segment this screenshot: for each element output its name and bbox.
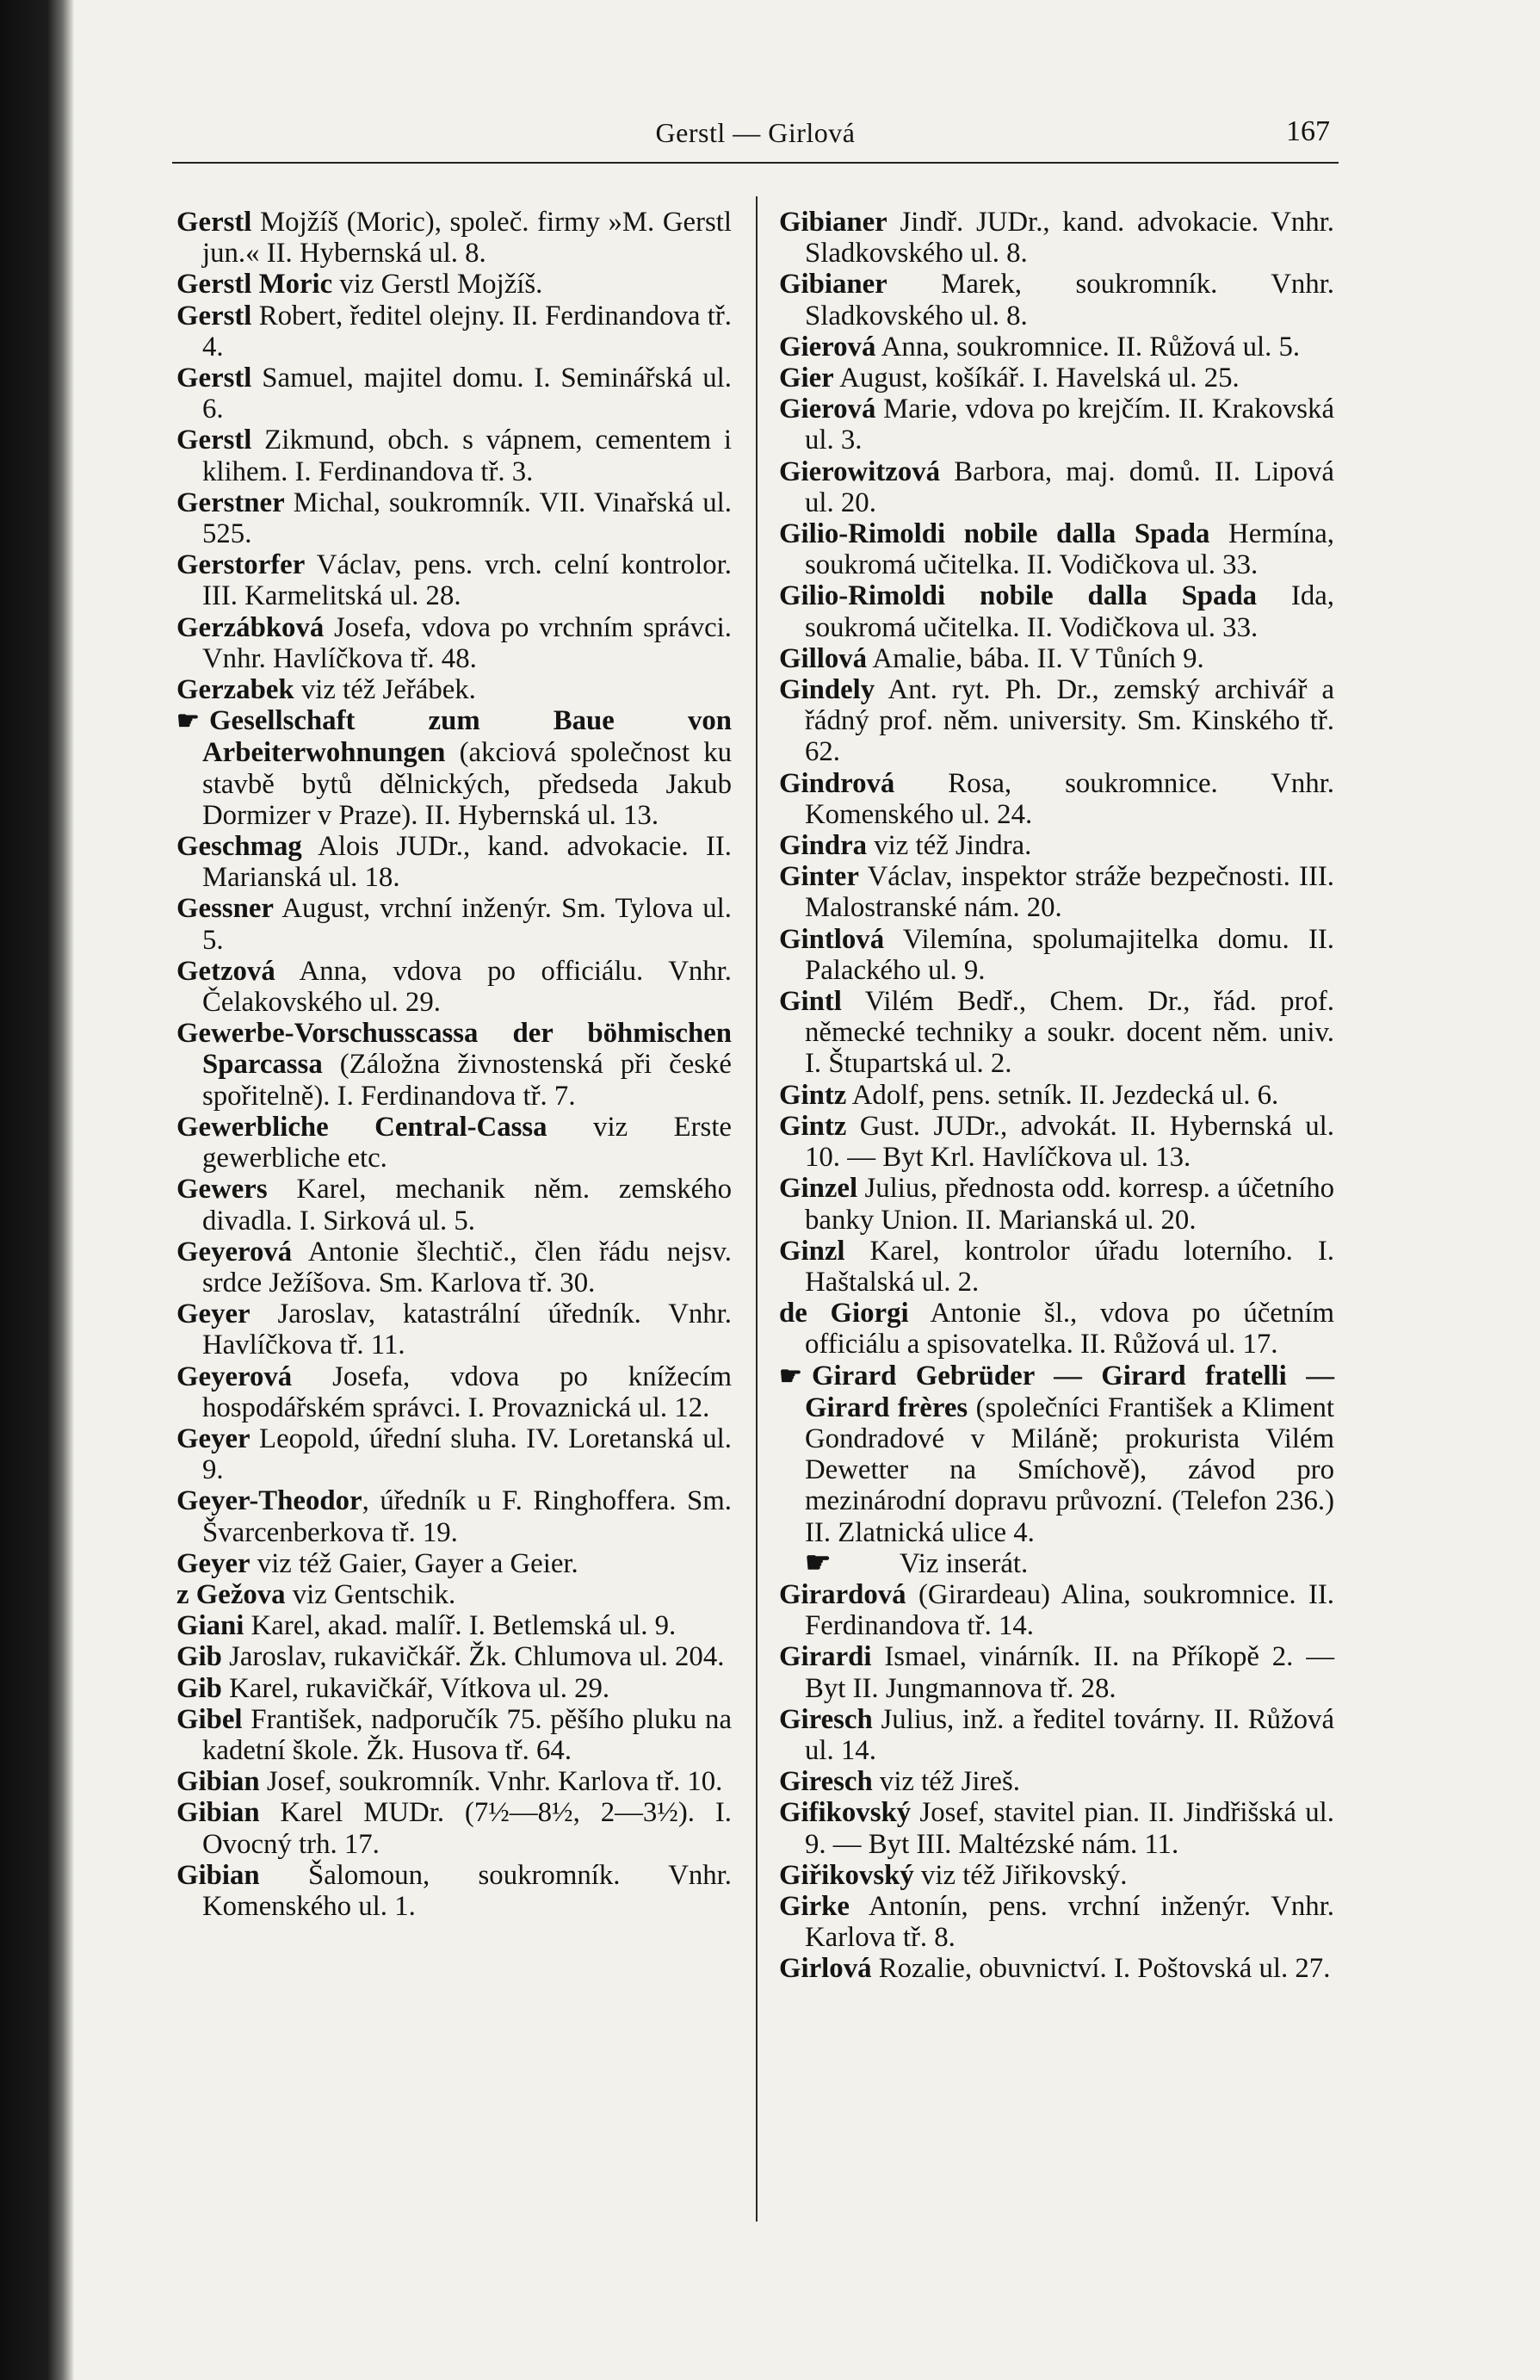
entry-details: Karel, rukavičkář, Vítkova ul. 29. (221, 1672, 610, 1704)
entry-name: Gerstl (176, 300, 252, 332)
entry-name: Gewerbe-Vorschusscassa der böhmischen Sparcassa (176, 1018, 732, 1081)
entry-name: Gintz (779, 1079, 847, 1111)
entry-name: Girlová (779, 1953, 872, 1985)
entry-name: Gindely (779, 674, 875, 706)
entry-details: Jaroslav, katastrální úředník. Vnhr. Havlíčkova tř. 11. (202, 1298, 732, 1361)
entry-name: Girardi (779, 1641, 872, 1673)
entry-details: Mojžíš (Moric), společ. firmy »M. Gerstl jun.« II. Hybernská ul. 8. (202, 207, 732, 270)
entry-details: Karel, mechanik něm. zemského divadla. I. Sirková ul. 5. (202, 1174, 732, 1236)
entry-name: Gindra (779, 830, 868, 862)
entry-name: Gessner (176, 893, 274, 925)
directory-entry (779, 1891, 1334, 1953)
entry-name: de Giorgi (779, 1298, 909, 1329)
page-binding-edge (0, 0, 74, 2380)
entry-details: Gust. JUDr., advokát. II. Hybernská ul. 10. — Byt Krl. Havlíčkova ul. 13. (805, 1110, 1334, 1174)
directory-entry (779, 924, 1334, 986)
directory-entry (779, 1080, 1334, 1111)
entry-name: Gib (176, 1672, 222, 1704)
entry-details: Hermína, soukromá učitelka. II. Vodičkova ul. 33. (805, 518, 1334, 581)
entry-name: Gintl (779, 986, 842, 1018)
entry-name: Gintz (779, 1110, 847, 1142)
entry-details: Barbora, maj. domů. II. Lipová ul. 20. (805, 456, 1334, 518)
pointing-hand-icon: ☛ (176, 707, 200, 736)
entry-name: Geyer (176, 1547, 250, 1579)
entry-name: Gilio-Rimoldi nobile dalla Spada (779, 518, 1210, 550)
directory-entry (176, 956, 732, 1018)
directory-entry (176, 1673, 732, 1704)
directory-entry (779, 1704, 1334, 1766)
entry-details: (společníci František a Kliment Gondradové v Miláně; prokurista Vilém Dewetter na Smíchově), závod pro mezinárodní dopravu průvozní. (Telefon 236.) II. Zlatnická ulice 4. (805, 1391, 1334, 1548)
directory-entry (779, 674, 1334, 768)
entry-name: Giřikovský (779, 1859, 914, 1891)
entry-name: Gerstl Moric (176, 269, 333, 301)
directory-entry (176, 487, 732, 549)
entry-details: viz též Gaier, Gayer a Geier. (250, 1547, 578, 1579)
entry-details: , úředník u F. Ringhoffera. Sm. Švarcenberkova tř. 19. (202, 1485, 732, 1548)
directory-entry (779, 1953, 1334, 1984)
entry-name: Gibianer (779, 269, 888, 301)
entry-details: Jindř. JUDr., kand. advokacie. Vnhr. Sladkovského ul. 8. (805, 207, 1334, 270)
entry-details: viz též Jeřábek. (294, 674, 476, 706)
entry-details: Viz inserát. (900, 1547, 1029, 1579)
entry-details: Václav, inspektor stráže bezpečnosti. III. Malostranské nám. 20. (805, 861, 1334, 924)
entry-name: Gierová (779, 394, 876, 425)
entry-name: Geschmag (176, 831, 302, 863)
entry-name: Gier (779, 363, 834, 394)
directory-entry (779, 1298, 1334, 1360)
directory-entry (779, 830, 1334, 861)
entry-details: Zikmund, obch. s vápnem, cementem i klihem. I. Ferdinandova tř. 3. (202, 425, 732, 487)
entry-details: August, vrchní inženýr. Sm. Tylova ul. 5. (202, 893, 732, 956)
entry-name: Gibianer (779, 207, 888, 238)
right-column (779, 207, 1334, 1985)
directory-entry (779, 1766, 1334, 1797)
entry-name: Gibian (176, 1766, 260, 1798)
entry-details: (akciová společnost ku stavbě bytů dělnických, předseda Jakub Dormizer v Praze). II. Hybernská ul. 13. (202, 737, 732, 831)
entry-details: Josef, stavitel pian. II. Jindřišská ul. 9. — Byt III. Maltézské nám. 11. (805, 1797, 1334, 1860)
entry-details: Jaroslav, rukavičkář. Žk. Chlumova ul. 204. (221, 1641, 725, 1673)
directory-entry (779, 518, 1334, 580)
entry-details: Vilém Bedř., Chem. Dr., řád. prof. německé techniky a soukr. docent něm. univ. I. Štupartská ul. 2. (805, 986, 1334, 1080)
directory-entry (176, 674, 732, 705)
entry-details: viz též Jiřikovský. (913, 1859, 1128, 1891)
entry-details: Karel MUDr. (7½—8½, 2—3½). I. Ovocný trh. 17. (202, 1797, 732, 1860)
entry-name: Gewerbliche Central-Cassa (176, 1111, 547, 1143)
entry-details: Julius, inž. a ředitel továrny. II. Růžová ul. 14. (805, 1703, 1334, 1766)
entry-details: Marek, soukromník. Vnhr. Sladkovského ul. 8. (805, 269, 1334, 332)
entry-details: Karel, akad. malíř. I. Betlemská ul. 9. (244, 1610, 677, 1642)
directory-entry (176, 1018, 732, 1112)
directory-entry (176, 1548, 732, 1579)
directory-entry (779, 1173, 1334, 1235)
entry-name: Girke (779, 1890, 850, 1922)
directory-entry (779, 1111, 1334, 1173)
entry-details: Amalie, bába. II. V Tůních 9. (867, 642, 1204, 674)
directory-entry (176, 301, 732, 363)
directory-entry (176, 1485, 732, 1547)
directory-entry (176, 1423, 732, 1485)
directory-entry (176, 1860, 732, 1922)
directory-entry (176, 893, 732, 955)
directory-entry (779, 207, 1334, 269)
entry-name: Ginzl (779, 1235, 845, 1267)
directory-entry (176, 425, 732, 487)
directory-entry (176, 363, 732, 425)
entry-details: Leopold, úřední sluha. IV. Loretanská ul. 9. (202, 1422, 732, 1486)
directory-entry (779, 1797, 1334, 1859)
directory-entry (176, 207, 732, 269)
entry-details: viz Erste gewerbliche etc. (202, 1111, 732, 1175)
directory-entry (779, 332, 1334, 363)
directory-entry (779, 1548, 1334, 1579)
entry-details: viz též Jireš. (872, 1766, 1020, 1798)
entry-details: Ida, soukromá učitelka. II. Vodičkova ul. 33. (805, 580, 1335, 643)
entry-name: Gifikovský (779, 1797, 912, 1829)
pointing-hand-icon: ☛ (779, 1361, 802, 1391)
directory-entry (176, 705, 732, 831)
directory-entry (779, 580, 1334, 642)
entry-details: Antonín, pens. vrchní inženýr. Vnhr. Karlova tř. 8. (805, 1890, 1334, 1954)
entry-name: Gintlová (779, 923, 885, 955)
entry-name: Gerstl (176, 363, 252, 394)
entry-details: Vilemína, spolumajitelka domu. II. Palackého ul. 9. (805, 923, 1334, 986)
entry-name: Gib (176, 1641, 222, 1673)
directory-entry (779, 1860, 1334, 1891)
directory-entry (779, 986, 1334, 1080)
entry-name: Gierová (779, 331, 876, 363)
entry-name: Gerzábková (176, 611, 325, 643)
entry-details: Adolf, pens. setník. II. Jezdecká ul. 6. (846, 1079, 1279, 1111)
entry-name: Gerstorfer (176, 549, 306, 581)
directory-entry (779, 768, 1334, 830)
entry-name: Ginter (779, 861, 859, 893)
entry-details: (Girardeau) Alina, soukromnice. II. Ferdinandova tř. 14. (805, 1578, 1334, 1642)
entry-details: František, nadporučík 75. pěšího pluku na kadetní škole. Žk. Husova tř. 64. (202, 1703, 732, 1766)
entry-name: Gerstner (176, 487, 285, 518)
column-divider (756, 196, 758, 2222)
entry-name: Girardová (779, 1578, 906, 1610)
entry-details: Julius, přednosta odd. korresp. a účetního banky Union. II. Marianská ul. 20. (805, 1173, 1334, 1236)
entry-name: Gesellschaft zum Baue von Arbeiterwohnungen (202, 705, 732, 769)
entry-details: Antonie šlechtič., člen řádu nejsv. srdce Ježíšova. Sm. Karlova tř. 30. (202, 1236, 732, 1298)
page-number: 167 (1286, 115, 1330, 147)
directory-entry (176, 1704, 732, 1766)
entry-details: Alois JUDr., kand. advokacie. II. Marianská ul. 18. (202, 831, 732, 894)
directory-entry (176, 269, 732, 300)
directory-entry (779, 1579, 1334, 1641)
directory-entry (176, 1298, 732, 1360)
entry-name: Giresch (779, 1766, 873, 1798)
entry-name: Giresch (779, 1703, 873, 1735)
entry-name: Getzová (176, 955, 275, 987)
entry-name: Geyerová (176, 1360, 293, 1392)
entry-details: Ant. ryt. Ph. Dr., zemský archivář a řádný prof. něm. university. Sm. Kinského tř. 62. (805, 674, 1334, 768)
entry-name: z Gežova (176, 1578, 286, 1610)
entry-name: Gilio-Rimoldi nobile dalla Spada (779, 580, 1258, 612)
entry-name: Gewers (176, 1174, 268, 1205)
directory-entry (176, 612, 732, 674)
entry-details: Samuel, majitel domu. I. Seminářská ul. 6. (202, 363, 732, 425)
entry-details: Josef, soukromník. Vnhr. Karlova tř. 10. (259, 1766, 723, 1798)
entry-details: Michal, soukromník. VII. Vinařská ul. 525. (202, 487, 732, 550)
entry-details: Marie, vdova po krejčím. II. Krakovská ul. 3. (805, 394, 1334, 456)
entry-details: August, košíkář. I. Havelská ul. 25. (833, 363, 1240, 394)
entry-details: Anna, soukromnice. II. Růžová ul. 5. (875, 331, 1301, 363)
entry-details: Karel, kontrolor úřadu loterního. I. Haštalská ul. 2. (805, 1235, 1334, 1298)
entry-details: Anna, vdova po officiálu. Vnhr. Čelakovského ul. 29. (202, 955, 732, 1019)
entry-name: Gibian (176, 1797, 260, 1829)
directory-entry (176, 1641, 732, 1672)
directory-entry (779, 1360, 1334, 1548)
entry-name: Geyer (176, 1422, 250, 1454)
directory-entry (176, 831, 732, 893)
entry-name: Ginzel (779, 1173, 858, 1205)
entry-name: Geyer (176, 1298, 250, 1330)
entry-details: viz též Jindra. (867, 830, 1032, 862)
entry-details: Robert, ředitel olejny. II. Ferdinandova tř. 4. (202, 300, 732, 363)
entry-details: Josefa, vdova po vrchním správci. Vnhr. Havlíčkova tř. 48. (202, 611, 732, 674)
directory-entry (779, 269, 1334, 331)
entry-name: Gerstl (176, 425, 252, 456)
entry-details: viz Gentschik. (285, 1578, 456, 1610)
directory-entry (779, 1641, 1334, 1703)
directory-entry (176, 1579, 732, 1610)
entry-name: Girard Gebrüder — Girard fratelli — Girard frères (805, 1360, 1334, 1423)
entry-details: Ismael, vinárník. II. na Příkopě 2. — Byt II. Jungmannova tř. 28. (805, 1641, 1334, 1704)
directory-entry (176, 1236, 732, 1298)
directory-entry (176, 1766, 732, 1797)
directory-entry (176, 1112, 732, 1174)
directory-entry (779, 643, 1334, 674)
entry-details: Rosa, soukromnice. Vnhr. Komenského ul. 24. (805, 767, 1334, 830)
entry-name: Gindrová (779, 767, 895, 799)
page-header (172, 114, 1339, 164)
directory-entry (176, 1610, 732, 1641)
entry-details: Josefa, vdova po knížecím hospodářském správci. I. Provaznická ul. 12. (202, 1360, 732, 1423)
entry-details: Václav, pens. vrch. celní kontrolor. III. Karmelitská ul. 28. (202, 549, 732, 612)
entry-name: Gerstl (176, 207, 252, 238)
directory-entry (779, 363, 1334, 394)
entry-name: Gibel (176, 1703, 243, 1735)
entry-name: Gierowitzová (779, 456, 941, 487)
directory-entry (779, 861, 1334, 923)
running-title: Gerstl — Girlová (655, 117, 856, 148)
entry-name: Giani (176, 1610, 244, 1642)
directory-entry (176, 1174, 732, 1236)
pointing-hand-icon: ☛ (805, 1546, 832, 1579)
directory-entry (779, 1236, 1334, 1298)
entry-details: Rozalie, obuvnictví. I. Poštovská ul. 27. (871, 1953, 1331, 1985)
left-column (176, 207, 732, 1922)
entry-name: Geyer-Theodor (176, 1485, 362, 1517)
entry-details: Šalomoun, soukromník. Vnhr. Komenského ul. 1. (202, 1859, 732, 1922)
entry-details: viz Gerstl Mojžíš. (332, 269, 543, 301)
entry-name: Geyerová (176, 1236, 293, 1267)
entry-details: Antonie šl., vdova po účetním officiálu a spisovatelka. II. Růžová ul. 17. (805, 1298, 1334, 1360)
directory-entry (779, 394, 1334, 456)
directory-entry (176, 1361, 732, 1423)
entry-name: Gibian (176, 1859, 260, 1891)
directory-entry (779, 456, 1334, 518)
entry-name: Gillová (779, 642, 868, 674)
directory-entry (176, 1797, 732, 1859)
entry-name: Gerzabek (176, 674, 294, 706)
entry-details: (Záložna živnostenská při české spořitelně). I. Ferdinandova tř. 7. (202, 1049, 732, 1112)
directory-entry (176, 549, 732, 611)
